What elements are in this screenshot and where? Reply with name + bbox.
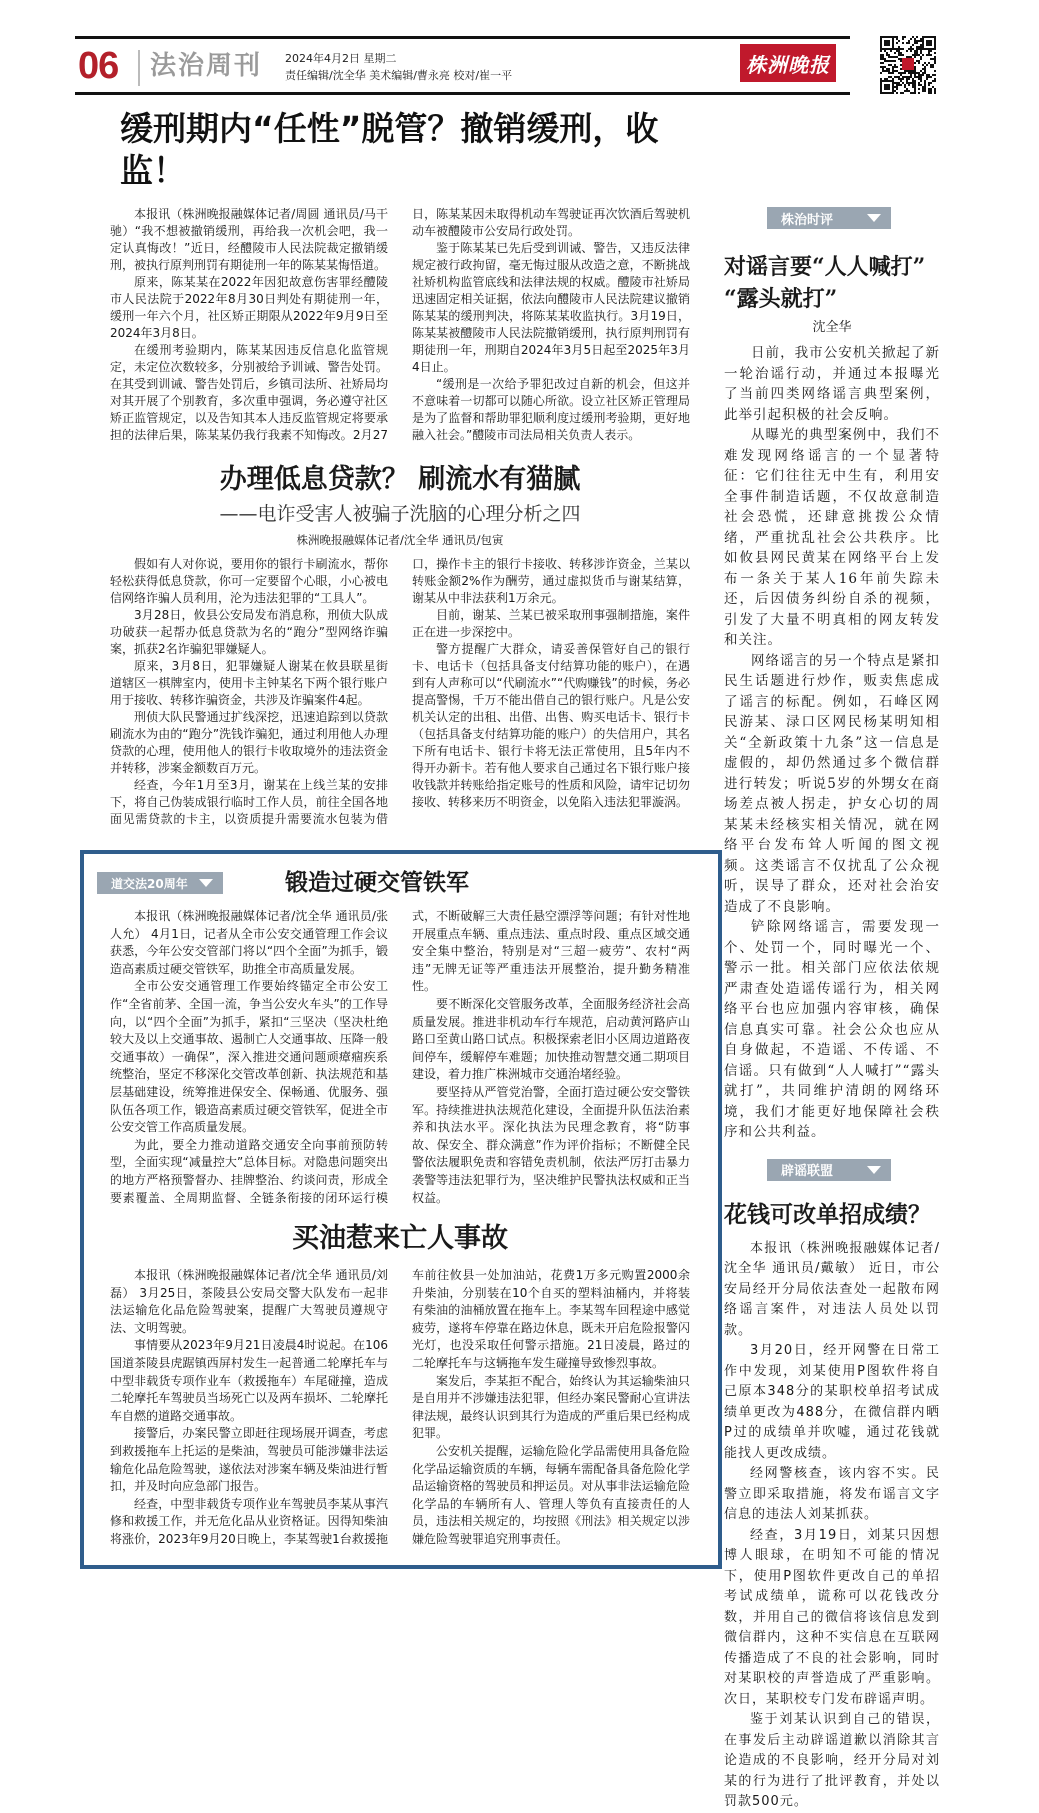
commentary-tag (767, 207, 891, 229)
chevron-down-icon (867, 214, 881, 222)
article2-paragraph: 经查，今年1月至3月，谢某在上线兰某的安排下，将自己伪装成银行临时工作人员，前往全国各地面见需贷款的卡主，以资质提升需要流水包装为借口，操作卡主的银行卡接收、转移涉诈资金，兰某以转账金额2%作为酬劳，通过虚拟货币与谢某结算，谢某从中非法获利1万余元。 (110, 557, 690, 826)
feature-header (97, 868, 714, 898)
article2-body (110, 556, 690, 828)
masthead-divider (138, 50, 140, 86)
chevron-down-icon (867, 1166, 881, 1174)
article3-paragraph: 全市公安交通管理工作要始终锚定全市公安工作“全省前茅、全国一流，争当公安火车头”的工作导向，以“四个全面”为抓手，紧扣“三坚决（坚决杜绝较大及以上交通事故、遏制亡人交通事故、压降一般交通事故）一确保”，深入推进交通问题顽瘴痼疾系统整治，坚定不移深化交管改革创新、执法规范和基层基础建设，统筹推进保安全、保畅通、优服务、强队伍各项工作，锻造高素质过硬交管铁军，促进全市公安交管工作高质量发展。 (110, 979, 388, 1135)
article4-title: 买油惹来亡人事故 (292, 1223, 508, 1255)
masthead-meta (285, 50, 512, 84)
article2-title: 办理低息贷款？ 刷流水有猫腻 (219, 464, 581, 495)
commentary-paragraph: 从曝光的典型案例中，我们不难发现网络谣言的一个显著特征：它们往往无中生有，利用安全事件制造话题，不仅故意制造社会恐慌，还肆意挑拨公众情绪，严重扰乱社会公共秩序。比如攸县网民黄某在网络平台上发布一条关于某人16年前失踪未还，后因债务纠纷自杀的视频，引发了大量不明真相的网友转发和关注。 (724, 427, 940, 648)
commentary-title-line1: 对谣言要“人人喊打” (724, 254, 926, 280)
rumor-title: 花钱可改单招成绩？ (724, 1200, 931, 1228)
article1-body (110, 206, 690, 444)
article1-paragraph: 原来，陈某某在2022年因犯故意伤害罪经醴陵市人民法院于2022年8月30日判处有期徒刑一年，缓刑一年六个月，社区矫正期限从2022年9月9日至2024年3月8日。 (110, 275, 388, 340)
commentary-title (724, 251, 940, 315)
right-column (724, 207, 940, 1813)
article1-title: 缓刑期内“任性”脱管？撤销缓刑，收监！ (120, 109, 659, 190)
article2-paragraph: 目前，谢某、兰某已被采取刑事强制措施，案件正在进一步深挖中。 (412, 608, 690, 639)
commentary-tag-label: 株治时评 (781, 212, 834, 228)
feature-tag (97, 872, 223, 894)
rumor-tag (767, 1159, 891, 1181)
article2-subtitle: ——电诈受害人被骗子洗脑的心理分析之四 (219, 503, 581, 525)
article2-paragraph: 警方提醒广大群众，请妥善保管好自己的银行卡、电话卡（包括具备支付结算功能的账户），在遇到有人声称可以“代刷流水”“代购赚钱”的时候，务必提高警惕，千万不能出借自己的银行账户。凡是公安机关认定的出租、出借、出售、购买电话卡、银行卡（包括具备支付结算功能的账户）的失信用户，其名下所有电话卡、银行卡将无法正常使用，且5年内不得开办新卡。若有他人要求自己通过名下银行账户接收钱款并转账给指定账号的性质和风险，请牢记切勿接收、转移来历不明资金，以免陷入违法犯罪漩涡。 (412, 642, 690, 809)
commentary-title-line2: “露头就打” (724, 286, 838, 312)
commentary-paragraph: 日前，我市公安机关掀起了新一轮治谣行动，并通过本报曝光了当前四类网络谣言典型案例，此举引起积极的社会反响。 (724, 345, 940, 423)
section-title: 法治周刊 (150, 51, 263, 81)
article2-paragraph: 3月28日，攸县公安局发布消息称，刑侦大队成功破获一起帮办低息贷款为名的“跑分”型网络诈骗案，抓获2名诈骗犯罪嫌疑人。 (110, 608, 388, 656)
commentary-author: 沈全华 (812, 320, 852, 335)
page-number: 06 (78, 45, 119, 87)
rumor-paragraph: 鉴于刘某认识到自己的错误，在事发后主动辟谣道歉以消除其言论造成的不良影响，经开分局对刘某的行为进行了批评教育，并处以罚款500元。 (724, 1712, 940, 1809)
masthead-bottom-rule (75, 92, 850, 95)
newspaper-logo (740, 44, 836, 82)
article4-paragraph: 公安机关提醒，运输危险化学品需使用具备危险化学品运输资质的车辆，每辆车需配备具备危险化学品运输资格的驾驶员和押运员。对从事非法运输危险化学品的车辆所有人、管理人等负有直接责任的人员，违法相关规定的，均按照《刑法》相关规定以涉嫌危险驾驶罪追究刑事责任。 (412, 1444, 690, 1546)
rumor-paragraph: 3月20日，经开网警在日常工作中发现，刘某使用P图软件将自己原本348分的某职校单招考试成绩单更改为488分，在微信群内晒P过的成绩单并吹嘘，通过花钱就能找人更改成绩。 (724, 1343, 940, 1461)
rumor-body (724, 1239, 940, 1813)
article2-paragraph: 假如有人对你说，要用你的银行卡刷流水，帮你轻松获得低息贷款，你可一定要留个心眼，小心被电信网络诈骗人员利用，沦为违法犯罪的“工具人”。 (110, 557, 388, 605)
commentary-paragraph: 铲除网络谣言，需要发现一个、处罚一个，同时曝光一个、警示一批。相关部门应依法依规严肃查处造谣传谣行为，相关网络平台也应加强内容审核，确保信息真实可靠。社会公众也应从自身做起，不造谣、不传谣、不信谣。只有做到“人人喊打”“露头就打”，共同维护清朗的网络环境，我们才能更好地保障社会秩序和公共利益。 (724, 919, 940, 1140)
editors-credit: 责任编辑/沈全华 美术编辑/曹永亮 校对/崔一平 (285, 69, 513, 82)
masthead-top-rule (75, 36, 850, 39)
article4-paragraph: 接警后，办案民警立即赶往现场展开调查，考虑到救援拖车上托运的是柴油，驾驶员可能涉嫌非法运输危化品危险驾驶，遂依法对涉案车辆及柴油进行暂扣，并及时向应急部门报告。 (110, 1426, 388, 1494)
article1-paragraph: 鉴于陈某某已先后受到训诫、警告，又违反法律规定被行政拘留，毫无悔过服从改造之意，不断挑战社矫机构监管底线和法律法规的权威。醴陵市社矫局迅速固定相关证据，依法向醴陵市人民法院建议撤销陈某某的缓刑判决，将陈某某收监执行。3月19日，陈某某被醴陵市人民法院撤销缓刑，执行原判刑罚有期徒刑一年，刑期自2024年3月5日起至2025年3月4日止。 (412, 241, 690, 374)
article3-paragraph: 要坚持从严管党治警，全面打造过硬公安交警铁军。持续推进执法规范化建设，全面提升队伍法治素养和执法水平。深化执法为民理念教育，将“防事故、保安全、群众满意”作为评价指标；不断健全民警依法履职免责和容错免责机制，依法严厉打击暴力袭警等违法犯罪行为，坚决维护民警执法权威和正当权益。 (412, 1084, 690, 1205)
rumor-tag-label: 辟谣联盟 (781, 1164, 834, 1179)
rumor-paragraph: 本报讯（株洲晚报融媒体记者/沈全华 通讯员/戴敏） 近日，市公安局经开分局依法查处一起散布网络谣言案件，对违法人员处以罚款。 (724, 1240, 940, 1338)
article3-body (110, 908, 690, 1207)
article2-paragraph: 刑侦大队民警通过扩线深挖，迅速追踪到以贷款刷流水为由的“跑分”洗钱诈骗犯，通过利用他人办理贷款的心理，使用他人的银行卡收取境外的违法资金并转移，涉案金额数百万元。 (110, 710, 388, 775)
article1-paragraph: 在缓刑考验期内，陈某某因违反信息化监管规定，未定位次数较多，分别被给予训诫、警告处罚。在其受到训诫、警告处罚后，乡镇司法所、社矫局均对其开展了个别教育，多次重申强调，务必遵守社区矫正监管规定，以及告知其本人违反监管规定将要承担的法律后果，陈某某仍我行我素不知悔改。2月27日，陈某某因未取得机动车驾驶证再次饮酒后驾驶机动车被醴陵市公安局行政处罚。 (110, 207, 690, 442)
article3-paragraph: 本报讯（株洲晚报融媒体记者/沈全华 通讯员/张人允） 4月1日，记者从全市公安交通管理工作会议获悉，今年公安交管部门将以“四个全面”为抓手，锻造高素质过硬交管铁军，助推全市高质量发展。 (110, 909, 388, 976)
article2-byline: 株洲晚报融媒体记者/沈全华 通讯员/包寅 (296, 533, 504, 547)
article3-title: 锻造过硬交管铁军 (285, 869, 469, 896)
chevron-down-icon (199, 879, 213, 887)
issue-date: 2024年4月2日 星期二 (285, 52, 397, 65)
rumor-paragraph: 经查，3月19日，刘某只因想博人眼球，在明知不可能的情况下，使用P图软件更改自己的单招考试成绩单，谎称可以花钱改分数，并用自己的微信将该信息发到微信群内，这种不实信息在互联网传播造成了不良的社会影响，同时对某职校的声誉造成了严重影响。次日，某职校专门发布辟谣声明。 (724, 1527, 940, 1707)
article3-paragraph: 要不断深化交管服务改革，全面服务经济社会高质量发展。推进非机动车行车规范，启动黄河路庐山路口至黄山路口试点。积极探索老旧小区周边道路夜间停车，缓解停车难题；加快推动智慧交通二期项目建设，着力推广株洲城市交通治堵经验。 (412, 996, 690, 1082)
article4-paragraph: 本报讯（株洲晚报融媒体记者/沈全华 通讯员/刘磊） 3月25日，茶陵县公安局交警大队发布一起非法运输危化品危险驾驶案，提醒广大驾驶员遵规守法、文明驾驶。 (110, 1268, 388, 1335)
article2-paragraph: 原来，3月8日，犯罪嫌疑人谢某在攸县联星街道辖区一棋牌室内，使用卡主钟某名下两个银行账户用于接收、转移诈骗资金，共涉及诈骗案件4起。 (110, 659, 388, 707)
qr-code-icon (880, 36, 936, 94)
logo-text: 株洲晚报 (746, 52, 830, 77)
article1-paragraph: 本报讯（株洲晚报融媒体记者/周圆 通讯员/马干驰）“我不想被撤销缓刑，再给我一次机会吧，我一定认真悔改！”近日，经醴陵市人民法院裁定撤销缓刑，被执行原判刑罚有期徒刑一年的陈某某悔悟道。 (110, 207, 388, 272)
feature-tag-label: 道交法20周年 (111, 876, 188, 891)
main-column (110, 108, 690, 1569)
rumor-paragraph: 经网警核查，该内容不实。民警立即采取措施，将发布谣言文字信息的违法人刘某抓获。 (724, 1466, 940, 1522)
article4-paragraph: 事情要从2023年9月21日凌晨4时说起。在106国道茶陵县虎踞镇西屏村发生一起普通二轮摩托车与中型非载货专项作业车（救援拖车）车尾碰撞，造成二轮摩托车驾驶员当场死亡以及两车损坏、二轮摩托车自燃的道路交通事故。 (110, 1338, 388, 1423)
commentary-body (724, 343, 940, 1143)
article4-body (110, 1267, 690, 1549)
article4-paragraph: 案发后，李某拒不配合，始终认为其运输柴油只是自用并不涉嫌违法犯罪，但经办案民警耐心宣讲法律法规，最终认识到其行为造成的严重后果已经构成犯罪。 (412, 1373, 690, 1441)
traffic-law-feature-box (80, 850, 722, 1569)
article1-paragraph: “缓刑是一次给予罪犯改过自新的机会，但这并不意味着一切都可以随心所欲。设立社区矫正管理局是为了监督和帮助罪犯顺利度过缓刑考验期，更好地融入社会。”醴陵市司法局相关负责人表示。 (412, 377, 690, 442)
article4-paragraph: 经查，中型非载货专项作业车驾驶员李某从事汽修和救援工作，并无危化品从业资格证。因得知柴油将涨价，2023年9月20日晚上，李某驾驶1台救援拖车前往攸县一处加油站，花费1万多元购置2000余升柴油，分别装在10个自买的塑料油桶内，并将装有柴油的油桶放置在拖车上。李某驾车回程途中感觉疲劳，遂将车停靠在路边休息，既未开启危险报警闪光灯，也没采取任何警示措施。21日凌晨，路过的二轮摩托车与这辆拖车发生碰撞导致惨烈事故。 (110, 1268, 690, 1546)
article3-paragraph: 为此，要全力推动道路交通安全向事前预防转型，全面实现“减量控大”总体目标。对隐患问题突出的地方严格预警督办、挂牌整治、约谈问责，形成全要素覆盖、全周期监督、全链条衔接的闭环运行模式，不断破解三大责任悬空漂浮等问题；有针对性地开展重点车辆、重点违法、重点时段、重点区域交通安全集中整治，特别是对“三超一疲劳”、农村“两违”无牌无证等严重违法开展整治，提升勤务精准性。 (110, 909, 690, 1205)
commentary-paragraph: 网络谣言的另一个特点是紧扣民生话题进行炒作，贩卖焦虑成了谣言的标配。例如，石峰区网民游某、渌口区网民杨某明知相关“全新政策十九条”这一信息是虚假的，却仍然通过多个微信群进行转发；听说5岁的外甥女在商场差点被人拐走，护女心切的周某某未经核实相关情况，就在网络平台发布耸人听闻的图文视频。这类谣言不仅扰乱了公众视听，误导了群众，还对社会治安造成了不良影响。 (724, 652, 940, 915)
